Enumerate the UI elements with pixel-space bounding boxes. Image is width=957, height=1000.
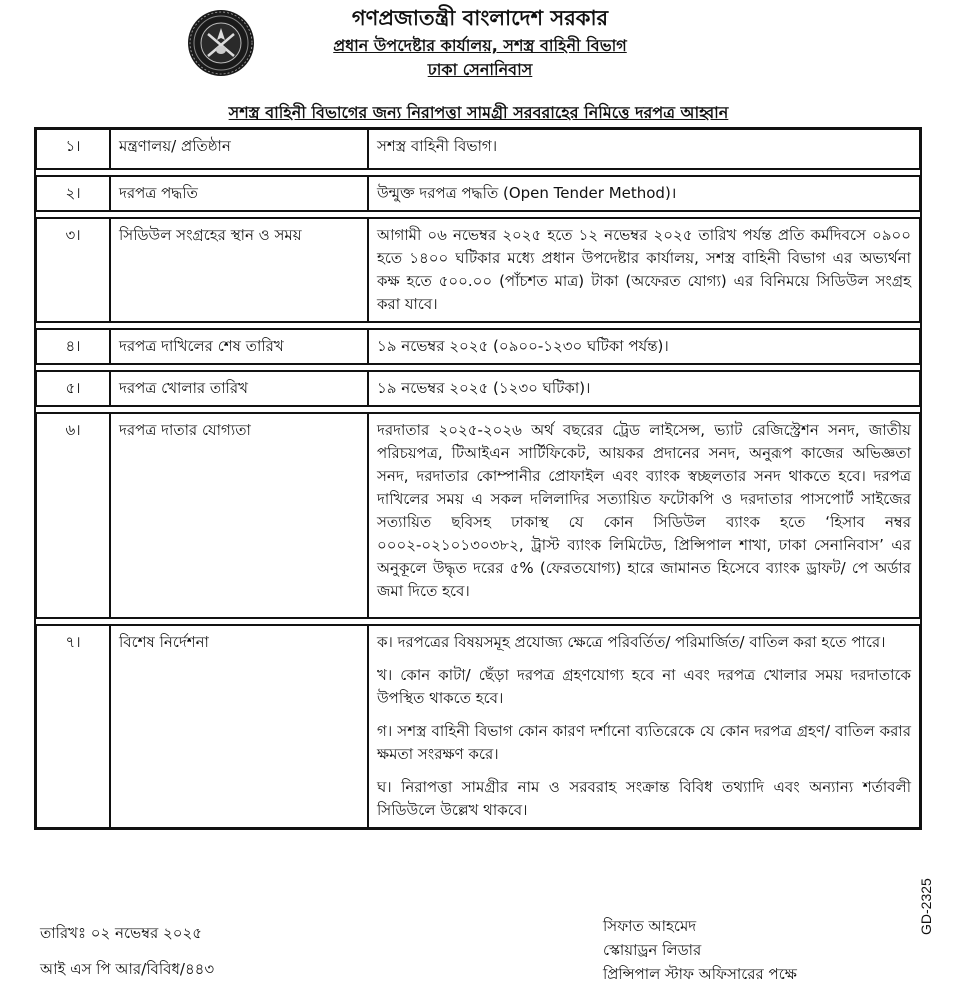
signer-rank: স্কোয়াড্রন লিডার xyxy=(603,941,702,959)
table-row xyxy=(36,625,920,828)
office-location: ঢাকা সেনানিবাস xyxy=(427,60,533,79)
office-name: প্রধান উপদেষ্টার কার্যালয়, সশস্ত্র বাহিনী বিভাগ xyxy=(333,36,627,55)
row-label: বিশেষ নির্দেশনা xyxy=(110,625,368,828)
table-row xyxy=(36,329,920,364)
row-number: ৪। xyxy=(36,329,110,364)
table-row xyxy=(36,218,920,322)
tender-details-table xyxy=(34,127,922,830)
row-value: সশস্ত্র বাহিনী বিভাগ। xyxy=(368,129,920,169)
footer-left xyxy=(40,922,214,994)
side-code: GD-2325 xyxy=(918,878,934,935)
note-item: ক। দরপত্রের বিষয়সমূহ প্রযোজ্য ক্ষেত্রে পরিবর্তিত/ পরিমার্জিত/ বাতিল করা হতে পারে। xyxy=(377,633,886,651)
row-number: ৭। xyxy=(36,625,110,828)
government-title: গণপ্রজাতন্ত্রী বাংলাদেশ সরকার xyxy=(351,6,609,30)
government-seal-logo xyxy=(186,8,256,78)
row-label: দরপত্র দাতার যোগ্যতা xyxy=(110,413,368,618)
table-row xyxy=(36,413,920,618)
row-label: দরপত্র খোলার তারিখ xyxy=(110,371,368,406)
row-value: দরদাতার ২০২৫-২০২৬ অর্থ বছরের ট্রেড লাইসেন্স, ভ্যাট রেজিস্ট্রেশন সনদ, জাতীয় পরিচয়পত্র, টিআইএন সার্টিফিকেট, আয়কর প্রদানের সনদ, অনুরূপ কাজের অভিজ্ঞতা সনদ, দরদাতার কোম্পানীর প্রোফাইল এবং ব্যাংক স্বচ্ছলতার সনদ থাকতে হবে। দরপত্র দাখিলের সময় এ সকল দলিলাদির সত্যায়িত ফটোকপি ও দরদাতার পাসপোর্ট সাইজের সত্যায়িত ছবিসহ ঢাকাস্থ যে কোন সিডিউল ব্যাংক হতে ‘হিসাব নম্বর ০০০২-০২১০১৩০৩৮২, ট্রাস্ট ব্যাংক লিমিটেড, প্রিন্সিপাল শাখা, ঢাকা সেনানিবাস’ এর অনুকূলে উদ্ধৃত দরের ৫% (ফেরতযোগ্য) হারে জামানত হিসেবে ব্যাংক ড্রাফট/ পে অর্ডার জমা দিতে হবে। xyxy=(368,413,920,618)
note-item: ঘ। নিরাপত্তা সামগ্রীর নাম ও সরবরাহ সংক্রান্ত বিবিধ তথ্যাদি এবং অন্যান্য শর্তাবলী সিডিউলে উল্লেখ থাকবে। xyxy=(377,778,911,819)
issue-date: তারিখঃ ০২ নভেম্বর ২০২৫ xyxy=(40,924,203,942)
row-number: ৬। xyxy=(36,413,110,618)
row-label: দরপত্র পদ্ধতি xyxy=(110,176,368,211)
row-label: দরপত্র দাখিলের শেষ তারিখ xyxy=(110,329,368,364)
signer-name: সিফাত আহমেদ xyxy=(603,917,697,935)
table-row xyxy=(36,176,920,211)
row-value: ১৯ নভেম্বর ২০২৫ (০৯০০-১২৩০ ঘটিকা পর্যন্ত)। xyxy=(368,329,920,364)
row-value: আগামী ০৬ নভেম্বর ২০২৫ হতে ১২ নভেম্বর ২০২৫ তারিখ পর্যন্ত প্রতি কর্মদিবসে ০৯০০ হতে ১৪০০ ঘটিকার মধ্যে প্রধান উপদেষ্টার কার্যালয়, সশস্ত্র বাহিনী বিভাগ এর অভ্যর্থনা কক্ষ হতে ৫০০.০০ (পাঁচশত মাত্র) টাকা (অফেরত যোগ্য) এর বিনিময়ে সিডিউল সংগ্রহ করা যাবে। xyxy=(368,218,920,322)
row-value: ১৯ নভেম্বর ২০২৫ (১২৩০ ঘটিকা)। xyxy=(368,371,920,406)
table-row xyxy=(36,371,920,406)
signer-role: প্রিন্সিপাল স্টাফ অফিসারের পক্ষে xyxy=(603,965,797,983)
signature-block xyxy=(603,914,797,986)
row-number: ৫। xyxy=(36,371,110,406)
row-number: ১। xyxy=(36,129,110,169)
note-item: খ। কোন কাটা/ ছেঁড়া দরপত্র গ্রহণযোগ্য হবে না এবং দরপত্র খোলার সময় দরদাতাকে উপস্থিত থাকতে হবে। xyxy=(377,666,911,707)
reference-number: আই এস পি আর/বিবিধ/৪৪৩ xyxy=(40,960,215,978)
row-number: ২। xyxy=(36,176,110,211)
table-row xyxy=(36,129,920,169)
row-number: ৩। xyxy=(36,218,110,322)
row-label: মন্ত্রণালয়/ প্রতিষ্ঠান xyxy=(110,129,368,169)
row-label: সিডিউল সংগ্রহের স্থান ও সময় xyxy=(110,218,368,322)
row-value: উন্মুক্ত দরপত্র পদ্ধতি (Open Tender Method)। xyxy=(368,176,920,211)
document-header xyxy=(260,4,700,82)
notice-title: সশস্ত্র বাহিনী বিভাগের জন্য নিরাপত্তা সামগ্রী সরবরাহের নিমিত্তে দরপত্র আহ্বান xyxy=(228,103,729,122)
note-item: গ। সশস্ত্র বাহিনী বিভাগ কোন কারণ দর্শানো ব্যতিরেকে যে কোন দরপত্র গ্রহণ/ বাতিল করার ক্ষমতা সংরক্ষণ করে। xyxy=(377,722,911,763)
special-notes xyxy=(368,625,920,828)
